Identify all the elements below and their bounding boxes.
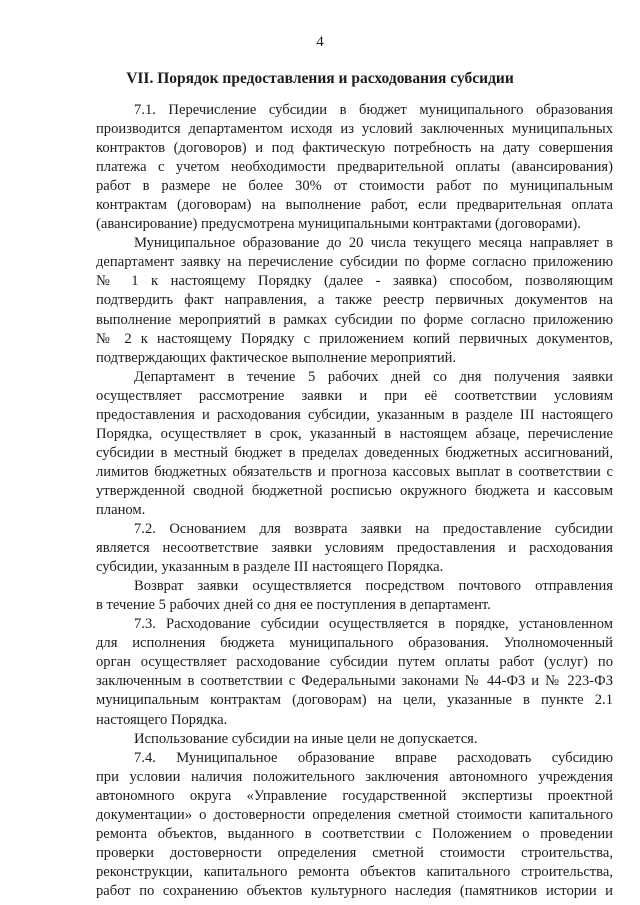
text-line: платежа с учетом необходимости предварительной оплаты (авансирования)	[96, 159, 613, 176]
text-line: (авансирование) предусмотрена муниципальными контрактами (договорами).	[96, 216, 581, 233]
paragraph	[96, 368, 613, 520]
text-line: контрактам (договорам) на выполнение работ, если предварительная оплата	[96, 197, 613, 214]
text-line: настоящего Порядка.	[96, 711, 228, 728]
text-line: работ в размере не более 30% от стоимости работ по муниципальным	[96, 178, 613, 195]
text-line: ремонта объектов, выданного в соответствии с Положением о проведении	[96, 825, 613, 842]
text-line: в течение 5 рабочих дней со дня ее поступления в департамент.	[96, 597, 491, 614]
text-line: 7.3. Расходование субсидии осуществляется в порядке, установленном	[134, 616, 613, 633]
text-line: Возврат заявки осуществляется посредством почтового отправления	[134, 578, 613, 595]
paragraph	[96, 615, 613, 729]
text-line: 7.1. Перечисление субсидии в бюджет муниципального образования	[134, 102, 613, 118]
text-line: орган осуществляет расходование субсидии путем оплаты работ (услуг) по	[96, 654, 613, 671]
paragraph	[96, 520, 613, 577]
text-line: при условии наличия положительного заключения автономного учреждения	[96, 768, 613, 785]
text-line: субсидии в местный бюджет в пределах доведенных бюджетных ассигнований,	[96, 444, 613, 461]
text-line: реконструкции, капитального ремонта объектов капитального строительства,	[96, 863, 613, 880]
paragraph	[96, 234, 613, 367]
text-line: 7.4. Муниципальное образование вправе расходовать субсидию	[134, 749, 613, 766]
text-line: Департамент в течение 5 рабочих дней со дня получения заявки	[134, 368, 613, 385]
text-line: № 2 к настоящему Порядку с приложением копий первичных документов,	[96, 330, 613, 347]
page-number: 4	[316, 34, 324, 50]
text-line: проверки достоверности определения сметной стоимости строительства,	[96, 844, 613, 861]
text-line: муниципальным контрактам (договорам) на цели, указанные в пункте 2.1	[96, 692, 613, 709]
text-line: подтвердить факт направления, а также реестр первичных документов на	[96, 292, 613, 309]
text-line: контрактов (договоров) и под фактическую потребность на дату совершения	[96, 140, 613, 157]
section-title: VII. Порядок предоставления и расходования субсидии	[126, 70, 514, 87]
body-text	[96, 101, 613, 901]
paragraph	[96, 730, 613, 749]
text-line: субсидии, указанным в разделе III настоящего Порядка.	[96, 559, 444, 576]
paragraph	[96, 577, 613, 615]
text-line: Муниципальное образование до 20 числа текущего месяца направляет в	[134, 235, 613, 252]
text-line: работ по сохранению объектов культурного наследия (памятников истории и	[96, 882, 613, 899]
text-line: 7.2. Основанием для возврата заявки на предоставление субсидии	[134, 521, 613, 538]
text-line: документации» о достоверности определения сметной стоимости капитального	[96, 806, 613, 823]
text-line: заключенным в соответствии с Федеральными законами № 44-ФЗ и № 223-ФЗ	[96, 673, 613, 690]
text-line: производится департаментом исходя из условий заключенных муниципальных	[96, 121, 613, 138]
text-line: выполнение мероприятий в рамках субсидии по форме согласно приложению	[96, 311, 613, 328]
text-line: автономного округа «Управление государственной экспертизы проектной	[96, 787, 613, 804]
text-line: Использование субсидии на иные цели не допускается.	[134, 730, 478, 747]
text-line: подтверждающих фактическое выполнение мероприятий.	[96, 349, 457, 366]
text-line: планом.	[96, 501, 146, 518]
paragraph	[96, 101, 613, 234]
text-line: № 1 к настоящему Порядку (далее - заявка) способом, позволяющим	[96, 273, 613, 290]
text-line: утвержденной сводной бюджетной росписью окружного бюджета и кассовым	[96, 482, 613, 499]
text-line: осуществляет рассмотрение заявки и при её соответствии условиям	[96, 387, 613, 404]
text-line: департамент заявку на перечисление субсидии по форме согласно приложению	[96, 254, 613, 271]
text-line: лимитов бюджетных обязательств и прогноза кассовых выплат в соответствии с	[96, 463, 613, 480]
paragraph	[96, 749, 613, 901]
text-line: является несоответствие заявки условиям предоставления и расходования	[96, 540, 613, 557]
text-line: Порядка, осуществляет в срок, указанный в настоящем абзаце, перечисление	[96, 425, 613, 442]
text-line: для исполнения бюджета муниципального образования. Уполномоченный	[96, 635, 613, 652]
text-line: предоставления и расходования субсидии, указанным в разделе III настоящего	[96, 406, 613, 423]
